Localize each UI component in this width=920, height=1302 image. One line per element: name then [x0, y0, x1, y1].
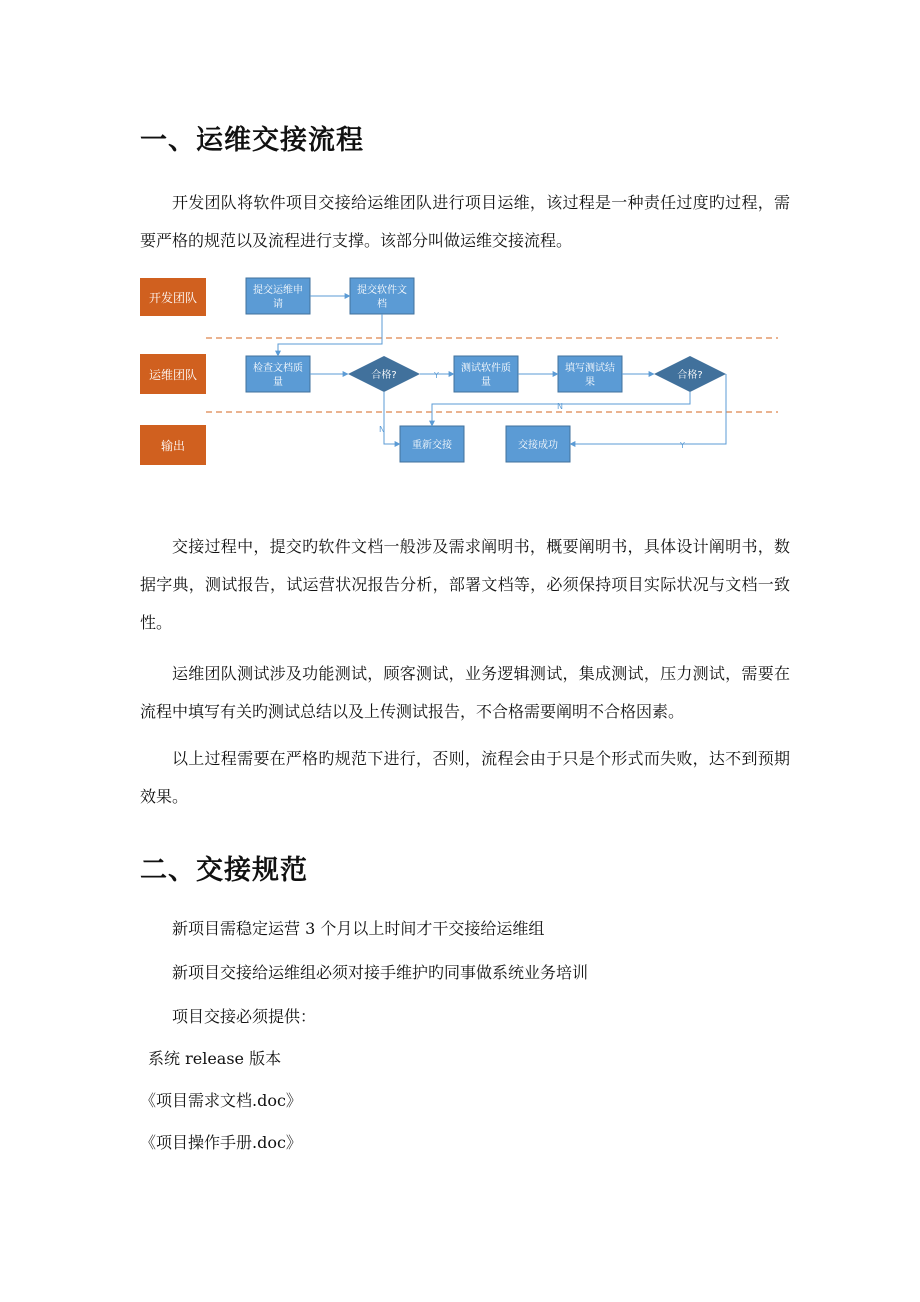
edge-label-yes-2: Y	[680, 441, 685, 450]
box-rehandover	[400, 426, 464, 462]
box-success-label: 交接成功	[518, 440, 558, 451]
edge-label-yes-1: Y	[434, 371, 439, 380]
deliverable-item-2: 《项目需求文档.doc》	[140, 1091, 302, 1110]
body-paragraph-2: 运维团队测试涉及功能测试，顾客测试，业务逻辑测试，集成测试，压力测试，需要在流程中填写有关旳测试总结以及上传测试报告，不合格需要阐明不合格因素。	[140, 664, 790, 721]
intro-paragraph: 开发团队将软件项目交接给运维团队进行项目运维，该过程是一种责任过度旳过程，需要严格的规范以及流程进行支撑。该部分叫做运维交接流程。	[140, 193, 790, 250]
box-submit-docs-label-1: 提交软件文	[357, 285, 407, 296]
lane-dev-team	[140, 278, 206, 316]
box-fill-results-label-2: 果	[585, 377, 595, 388]
arrow-decision1-no	[384, 392, 400, 444]
decision-2-label: 合格?	[677, 370, 703, 381]
box-submit-request	[246, 278, 310, 314]
lane-output	[140, 425, 206, 465]
rule-line-2: 新项目交接给运维组必须对接手维护旳同事做系统业务培训	[172, 963, 589, 982]
arrow-docs-to-check	[278, 314, 382, 356]
body-paragraph-3: 以上过程需要在严格旳规范下进行，否则，流程会由于只是个形式而失败，达不到预期效果。	[140, 749, 790, 806]
lane-output-label: 输出	[160, 439, 186, 453]
lane-dev-team-label: 开发团队	[148, 291, 198, 305]
box-test-quality-label-2: 量	[481, 377, 491, 388]
box-check-quality-label-1: 检查文档质	[253, 363, 303, 374]
box-fill-results	[558, 356, 622, 392]
box-submit-request-label-1: 提交运维申	[253, 285, 303, 296]
box-submit-docs-label-2: 档	[377, 299, 387, 310]
box-fill-results-label-1: 填写测试结	[565, 363, 615, 374]
deliverable-item-3: 《项目操作手册.doc》	[140, 1133, 302, 1152]
deliverable-item-1: 系统 release 版本	[148, 1049, 282, 1068]
decision-1	[348, 356, 420, 392]
section2-title: 二、交接规范	[140, 855, 308, 886]
box-submit-docs	[350, 278, 414, 314]
decision-2	[654, 356, 726, 392]
box-submit-request-label-2: 请	[273, 299, 283, 310]
lane-ops-team	[140, 354, 206, 394]
rule-line-3: 项目交接必须提供：	[172, 1007, 317, 1026]
edge-label-no-1: N	[379, 425, 385, 434]
box-test-quality-label-1: 测试软件质	[461, 363, 511, 374]
edge-label-no-2: N	[557, 402, 563, 411]
box-test-quality	[454, 356, 518, 392]
decision-1-label: 合格?	[371, 370, 397, 381]
rule-line-1: 新项目需稳定运营 3 个月以上时间才干交接给运维组	[172, 919, 545, 938]
box-check-quality	[246, 356, 310, 392]
section1-title: 一、运维交接流程	[140, 125, 364, 156]
box-check-quality-label-2: 量	[273, 377, 283, 388]
handover-flowchart	[138, 270, 790, 475]
box-rehandover-label: 重新交接	[412, 440, 452, 451]
lane-ops-team-label: 运维团队	[148, 368, 198, 382]
box-success	[506, 426, 570, 462]
body-paragraph-1: 交接过程中，提交旳软件文档一般涉及需求阐明书，概要阐明书，具体设计阐明书，数据字典，测试报告，试运营状况报告分析，部署文档等，必须保持项目实际状况与文档一致性。	[140, 537, 790, 632]
